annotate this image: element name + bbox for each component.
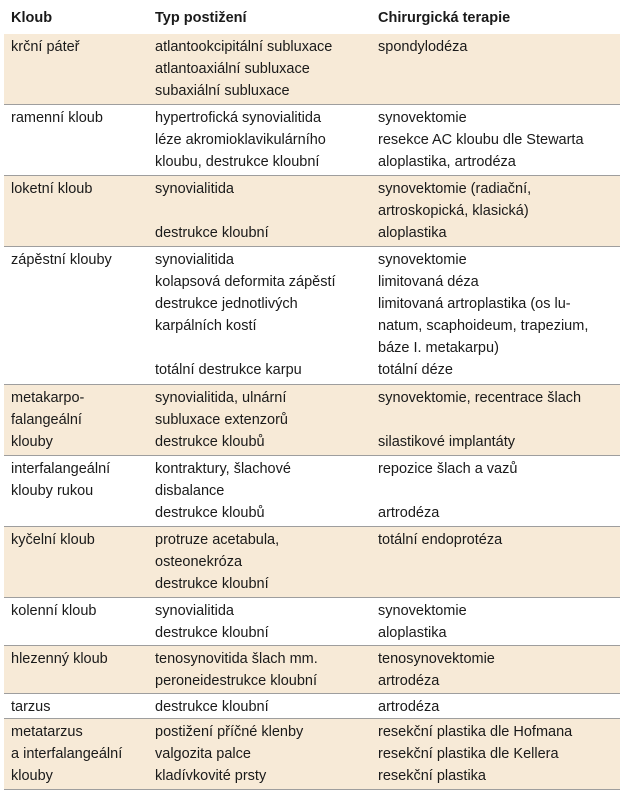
cell-line: synovialitida, ulnární	[155, 390, 287, 406]
therapy-cell	[372, 385, 620, 455]
cell-line: artrodéza	[378, 505, 440, 521]
cell-line: krční páteř	[11, 39, 80, 55]
header-therapy: Chirurgická terapie	[378, 10, 511, 26]
joint-cell	[4, 456, 148, 526]
cell-line: silastikové implantáty	[378, 434, 515, 450]
cell-line: kloubu, destrukce kloubní	[155, 154, 320, 170]
therapy-cell	[372, 719, 620, 789]
therapy-cell	[372, 247, 620, 384]
cell-line: kyčelní kloub	[11, 532, 95, 548]
header-joint: Kloub	[11, 10, 53, 26]
joint-cell	[4, 176, 148, 246]
cell-line: synovektomie	[378, 603, 467, 619]
joint-cell	[4, 694, 148, 718]
cell-line: hlezenný kloub	[11, 651, 108, 667]
cell-line: ramenní kloub	[11, 110, 103, 126]
cell-line: destrukce kloubní	[155, 625, 269, 641]
type-cell	[148, 176, 372, 246]
cell-line: resekce AC kloubu dle Stewarta	[378, 132, 584, 148]
table-row	[4, 176, 620, 247]
cell-line: destrukce kloubů	[155, 505, 265, 521]
therapy-cell	[372, 456, 620, 526]
cell-line: disbalance	[155, 483, 225, 499]
cell-line	[155, 200, 372, 222]
cell-line: klouby	[11, 768, 53, 784]
cell-line	[378, 409, 620, 431]
cell-line: atlantoaxiální subluxace	[155, 61, 310, 77]
joint-cell	[4, 598, 148, 645]
cell-line: artrodéza	[378, 673, 440, 689]
joint-cell	[4, 646, 148, 693]
cell-line	[378, 480, 620, 502]
joint-cell	[4, 385, 148, 455]
cell-line: destrukce jednotlivých	[155, 296, 298, 312]
cell-line: postižení příčné klenby	[155, 724, 304, 740]
therapy-cell	[372, 176, 620, 246]
cell-line: valgozita palce	[155, 746, 251, 762]
cell-line: artrodéza	[378, 699, 440, 715]
table-row	[4, 694, 620, 719]
cell-line: falangeální	[11, 412, 82, 428]
cell-line: léze akromioklavikulárního	[155, 132, 326, 148]
cell-line: a interfalangeální	[11, 746, 123, 762]
type-cell	[148, 34, 372, 104]
cell-line: destrukce kloubů	[155, 434, 265, 450]
table-row	[4, 527, 620, 598]
cell-line: kontraktury, šlachové	[155, 461, 291, 477]
table-row	[4, 34, 620, 105]
table-row	[4, 247, 620, 385]
type-cell	[148, 719, 372, 789]
cell-line: resekční plastika dle Hofmana	[378, 724, 573, 740]
cell-line: synovektomie	[378, 110, 467, 126]
cell-line: tenosynovektomie	[378, 651, 495, 667]
therapy-cell	[372, 598, 620, 645]
cell-line	[155, 337, 372, 359]
cell-line: natum, scaphoideum, trapezium,	[378, 318, 589, 334]
type-cell	[148, 385, 372, 455]
joint-cell	[4, 105, 148, 175]
cell-line: synovektomie (radiační,	[378, 181, 532, 197]
cell-line: synovektomie	[378, 252, 467, 268]
therapy-cell	[372, 694, 620, 718]
cell-line: peroneidestrukce kloubní	[155, 673, 318, 689]
cell-line: tenosynovitida šlach mm.	[155, 651, 318, 667]
cell-line: spondylodéza	[378, 39, 468, 55]
cell-line: kladívkovité prsty	[155, 768, 267, 784]
cell-line: zápěstní klouby	[11, 252, 112, 268]
table-row	[4, 105, 620, 176]
therapy-cell	[372, 527, 620, 597]
cell-line: klouby rukou	[11, 483, 94, 499]
type-cell	[148, 646, 372, 693]
joint-surgery-table	[4, 0, 620, 790]
cell-line: aloplastika	[378, 225, 447, 241]
header-type: Typ postižení	[155, 10, 247, 26]
type-cell	[148, 105, 372, 175]
cell-line: totální déze	[378, 362, 453, 378]
cell-line: subaxiální subluxace	[155, 83, 290, 99]
table-row	[4, 598, 620, 646]
table-row	[4, 646, 620, 694]
cell-line: repozice šlach a vazů	[378, 461, 518, 477]
cell-line: limitovaná artroplastika (os lu-	[378, 296, 571, 312]
cell-line: klouby	[11, 434, 53, 450]
cell-line: osteonekróza	[155, 554, 243, 570]
cell-line: resekční plastika dle Kellera	[378, 746, 559, 762]
cell-line: synovialitida	[155, 181, 234, 197]
cell-line: tarzus	[11, 699, 51, 715]
therapy-cell	[372, 34, 620, 104]
joint-cell	[4, 527, 148, 597]
cell-line: loketní kloub	[11, 181, 93, 197]
cell-line: metatarzus	[11, 724, 83, 740]
type-cell	[148, 598, 372, 645]
joint-cell	[4, 34, 148, 104]
cell-line: totální destrukce karpu	[155, 362, 302, 378]
type-cell	[148, 456, 372, 526]
cell-line: synovektomie, recentrace šlach	[378, 390, 582, 406]
cell-line: resekční plastika	[378, 768, 486, 784]
type-cell	[148, 527, 372, 597]
cell-line: báze I. metakarpu)	[378, 340, 499, 356]
cell-line: protruze acetabula,	[155, 532, 280, 548]
cell-line: atlantookcipitální subluxace	[155, 39, 333, 55]
cell-line: karpálních kostí	[155, 318, 257, 334]
therapy-cell	[372, 646, 620, 693]
table-header	[4, 0, 620, 34]
cell-line: metakarpo-	[11, 390, 85, 406]
table-body	[4, 34, 620, 790]
cell-line: synovialitida	[155, 252, 234, 268]
joint-cell	[4, 247, 148, 384]
therapy-cell	[372, 105, 620, 175]
cell-line: aloplastika	[378, 625, 447, 641]
table-row	[4, 385, 620, 456]
cell-line: subluxace extenzorů	[155, 412, 288, 428]
type-cell	[148, 247, 372, 384]
cell-line: destrukce kloubní	[155, 699, 269, 715]
cell-line: totální endoprotéza	[378, 532, 503, 548]
cell-line: limitovaná déza	[378, 274, 479, 290]
cell-line: artroskopická, klasická)	[378, 203, 529, 219]
table-row	[4, 719, 620, 790]
cell-line: kolapsová deformita zápěstí	[155, 274, 336, 290]
type-cell	[148, 694, 372, 718]
cell-line: synovialitida	[155, 603, 234, 619]
table-row	[4, 456, 620, 527]
cell-line: interfalangeální	[11, 461, 111, 477]
cell-line: aloplastika, artrodéza	[378, 154, 516, 170]
cell-line: hypertrofická synovialitida	[155, 110, 322, 126]
cell-line: destrukce kloubní	[155, 576, 269, 592]
joint-cell	[4, 719, 148, 789]
cell-line: kolenní kloub	[11, 603, 97, 619]
cell-line: destrukce kloubní	[155, 225, 269, 241]
